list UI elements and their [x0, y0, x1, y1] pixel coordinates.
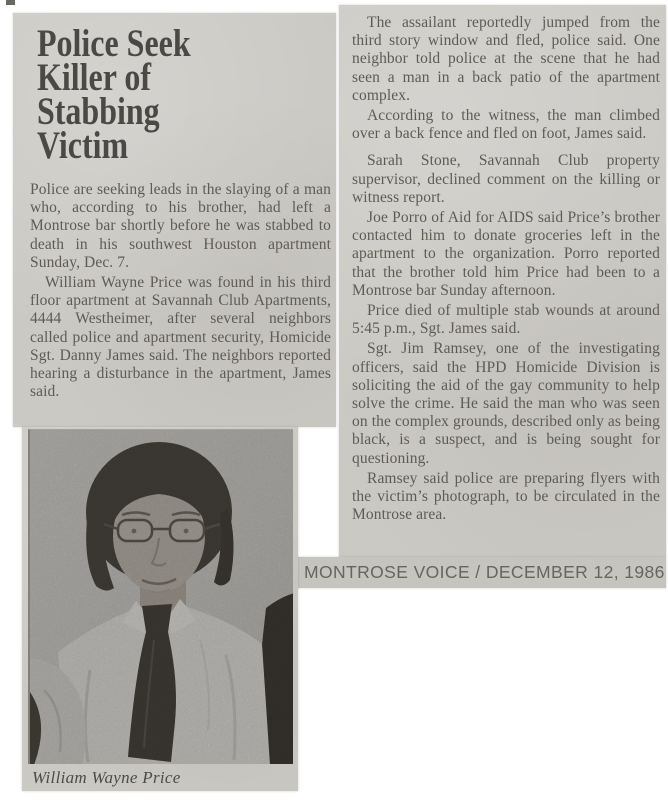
article-headline — [37, 22, 282, 167]
clipping-left-column — [13, 13, 336, 427]
article-paragraph: According to the witness, the man climbed over a back fence and fled on foot, James said. — [352, 107, 660, 143]
article-column-right — [339, 5, 666, 524]
headline-line-4: Victim — [37, 124, 129, 167]
article-paragraph: Police are seeking leads in the slaying of a man who, according to his brother, had left a Montrose bar shortly before he was stabbed to death in his southwest Houston apartment Sunday, Dec. 7. — [30, 181, 331, 271]
article-column-left — [13, 173, 336, 401]
article-paragraph: Sarah Stone, Savannah Club property supervisor, declined comment on the killing or witness report. — [352, 152, 660, 206]
publication-line: MONTROSE VOICE / DECEMBER 12, 1986 — [304, 562, 665, 582]
portrait-photo — [30, 430, 293, 764]
clipping-right-column — [339, 5, 666, 557]
photo-clipping — [22, 427, 298, 791]
headline-line-3: Stabbing — [37, 90, 160, 133]
article-paragraph: The assailant reportedly jumped from the third story window and fled, police said. One neighbor told police at the scene that he had seen a man in a back patio of the apartment complex. — [352, 14, 660, 104]
scan-artifact-speck — [6, 0, 15, 5]
headline-line-2: Killer of — [37, 56, 151, 99]
publication-strip — [295, 557, 666, 588]
portrait-photo-frame — [28, 429, 293, 764]
article-paragraph: Joe Porro of Aid for AIDS said Price’s brother contacted him to donate groceries left in the apartment to the organization. Porro reported that the brother told him Price had been to a Montrose bar Sunday afternoon. — [352, 209, 660, 299]
article-paragraph: William Wayne Price was found in his third floor apartment at Savannah Club Apartments, 4444 Westheimer, after several neighbors called police and apartment security, Homicide Sgt. Danny James said. The neighbors reported hearing a disturbance in the apartment, James said. — [30, 274, 331, 401]
headline-line-1: Police Seek — [37, 22, 191, 65]
article-paragraph: Ramsey said police are preparing flyers with the victim’s photograph, to be circulated in the Montrose area. — [352, 469, 660, 524]
article-paragraph: Price died of multiple stab wounds at around 5:45 p.m., Sgt. James said. — [352, 302, 660, 338]
article-paragraph: Sgt. Jim Ramsey, one of the investigating officers, said the HPD Homicide Division is soliciting the aid of the gay community to help solve the crime. He said the man who was seen on the complex grounds, described only as being black, is a suspect, and is being sought for questioning. — [352, 340, 660, 467]
photo-caption: William Wayne Price — [32, 768, 181, 787]
